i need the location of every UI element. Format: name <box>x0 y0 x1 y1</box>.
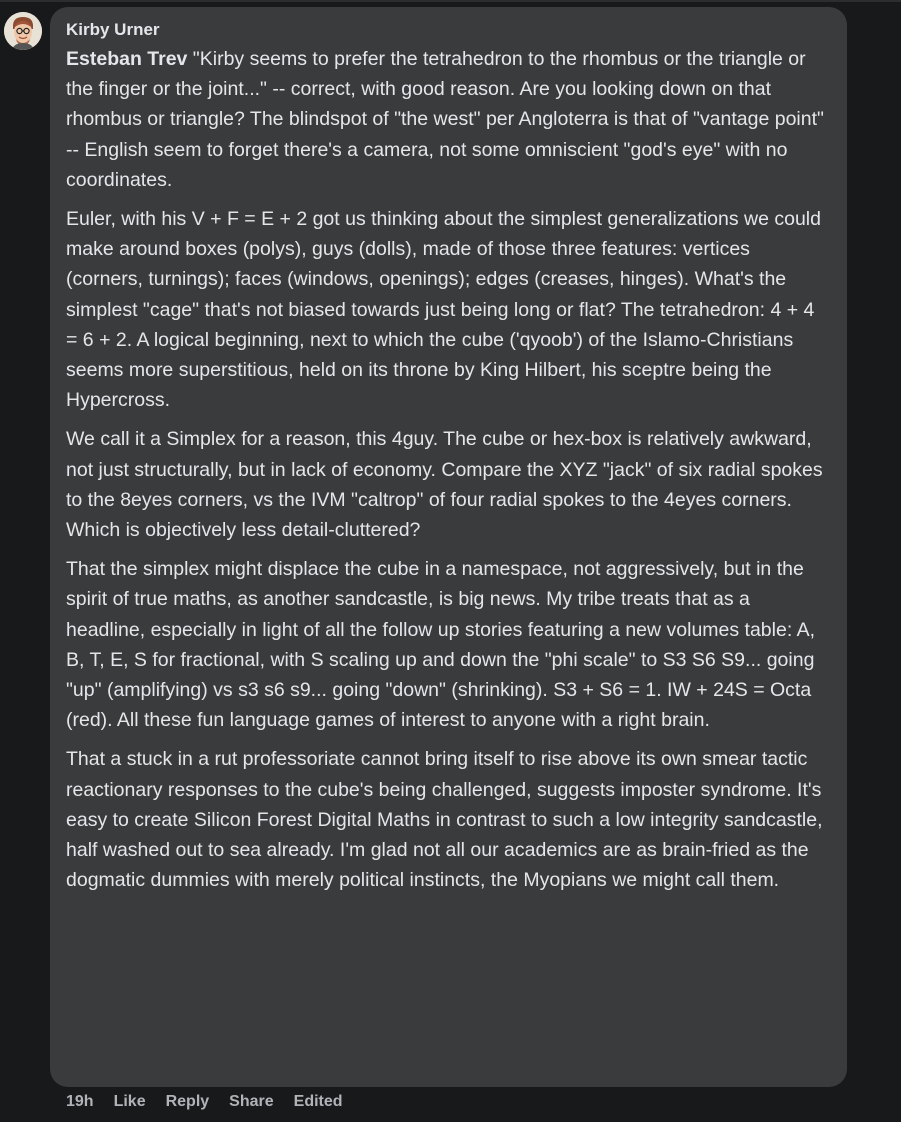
comment-paragraph: We call it a Simplex for a reason, this 4guy. The cube or hex-box is relatively awkward, not just structurally, but in lack of economy. Compare the XYZ "jack" of six radial spokes to the 8eyes corners, vs the IVM "caltrop" of four radial spokes to the 4eyes corners. Which is objectively less detail-cluttered? <box>66 428 823 542</box>
comment-paragraph: That the simplex might displace the cube in a namespace, not aggressively, but in the spirit of true maths, as another sandcastle, is big news. My tribe treats that as a headline, especially in light of all the follow up stories featuring a new volumes table: A, B, T, E, S for fractional, with S scaling up and down the "phi scale" to S3 S6 S9... going "up" (amplifying) vs s3 s6 s9... going "down" (shrinking). S3 + S6 = 1. IW + 24S = Octa (red). All these fun language games of interest to anyone with a right brain. <box>66 558 816 732</box>
paragraph-text: "Kirby seems to prefer the tetrahedron to the rhombus or the triangle or the finger or the joint..." -- correct, with good reason. Are you looking down on that rhombus or triangle? The blindspot of "the west" per Angloterra is that of "vantage point" -- English seem to forget there's a camera, not some omniscient "god's eye" with no coordinates. <box>66 48 824 191</box>
like-button[interactable]: Like <box>113 1093 146 1110</box>
avatar[interactable] <box>4 12 42 50</box>
comment-body <box>66 44 831 895</box>
comment-author[interactable]: Kirby Urner <box>66 20 160 39</box>
share-button[interactable]: Share <box>229 1093 274 1110</box>
comment-actions <box>66 1092 343 1112</box>
mention-link[interactable]: Esteban Trev <box>66 48 188 70</box>
comment-paragraph: Euler, with his V + F = E + 2 got us thinking about the simplest generalizations we could make around boxes (polys), guys (dolls), made of those three features: vertices (corners, turnings); faces (windows, openings); edges (creases, hinges). What's the simplest "cage" that's not biased towards just being long or flat? The tetrahedron: 4 + 4 = 6 + 2. A logical beginning, next to which the cube ('qyoob') of the Islamo-Christians seems more superstitious, held on its throne by King Hilbert, his sceptre being the Hypercross. <box>66 208 821 412</box>
top-divider <box>0 0 901 2</box>
comment-bubble <box>50 7 847 1087</box>
reply-button[interactable]: Reply <box>165 1093 210 1110</box>
comment-paragraph: That a stuck in a rut professoriate cannot bring itself to rise above its own smear tactic reactionary responses to the cube's being challenged, suggests imposter syndrome. It's easy to create Silicon Forest Digital Maths in contrast to such a low integrity sandcastle, half washed out to sea already. I'm glad not all our academics are as brain-fried as the dogmatic dummies with merely political instincts, the Myopians we might call them. <box>66 748 823 892</box>
profile-photo-icon <box>4 12 42 50</box>
timestamp-link[interactable]: 19h <box>66 1093 94 1110</box>
comment-paragraph <box>66 44 831 195</box>
edited-label[interactable]: Edited <box>293 1093 343 1110</box>
